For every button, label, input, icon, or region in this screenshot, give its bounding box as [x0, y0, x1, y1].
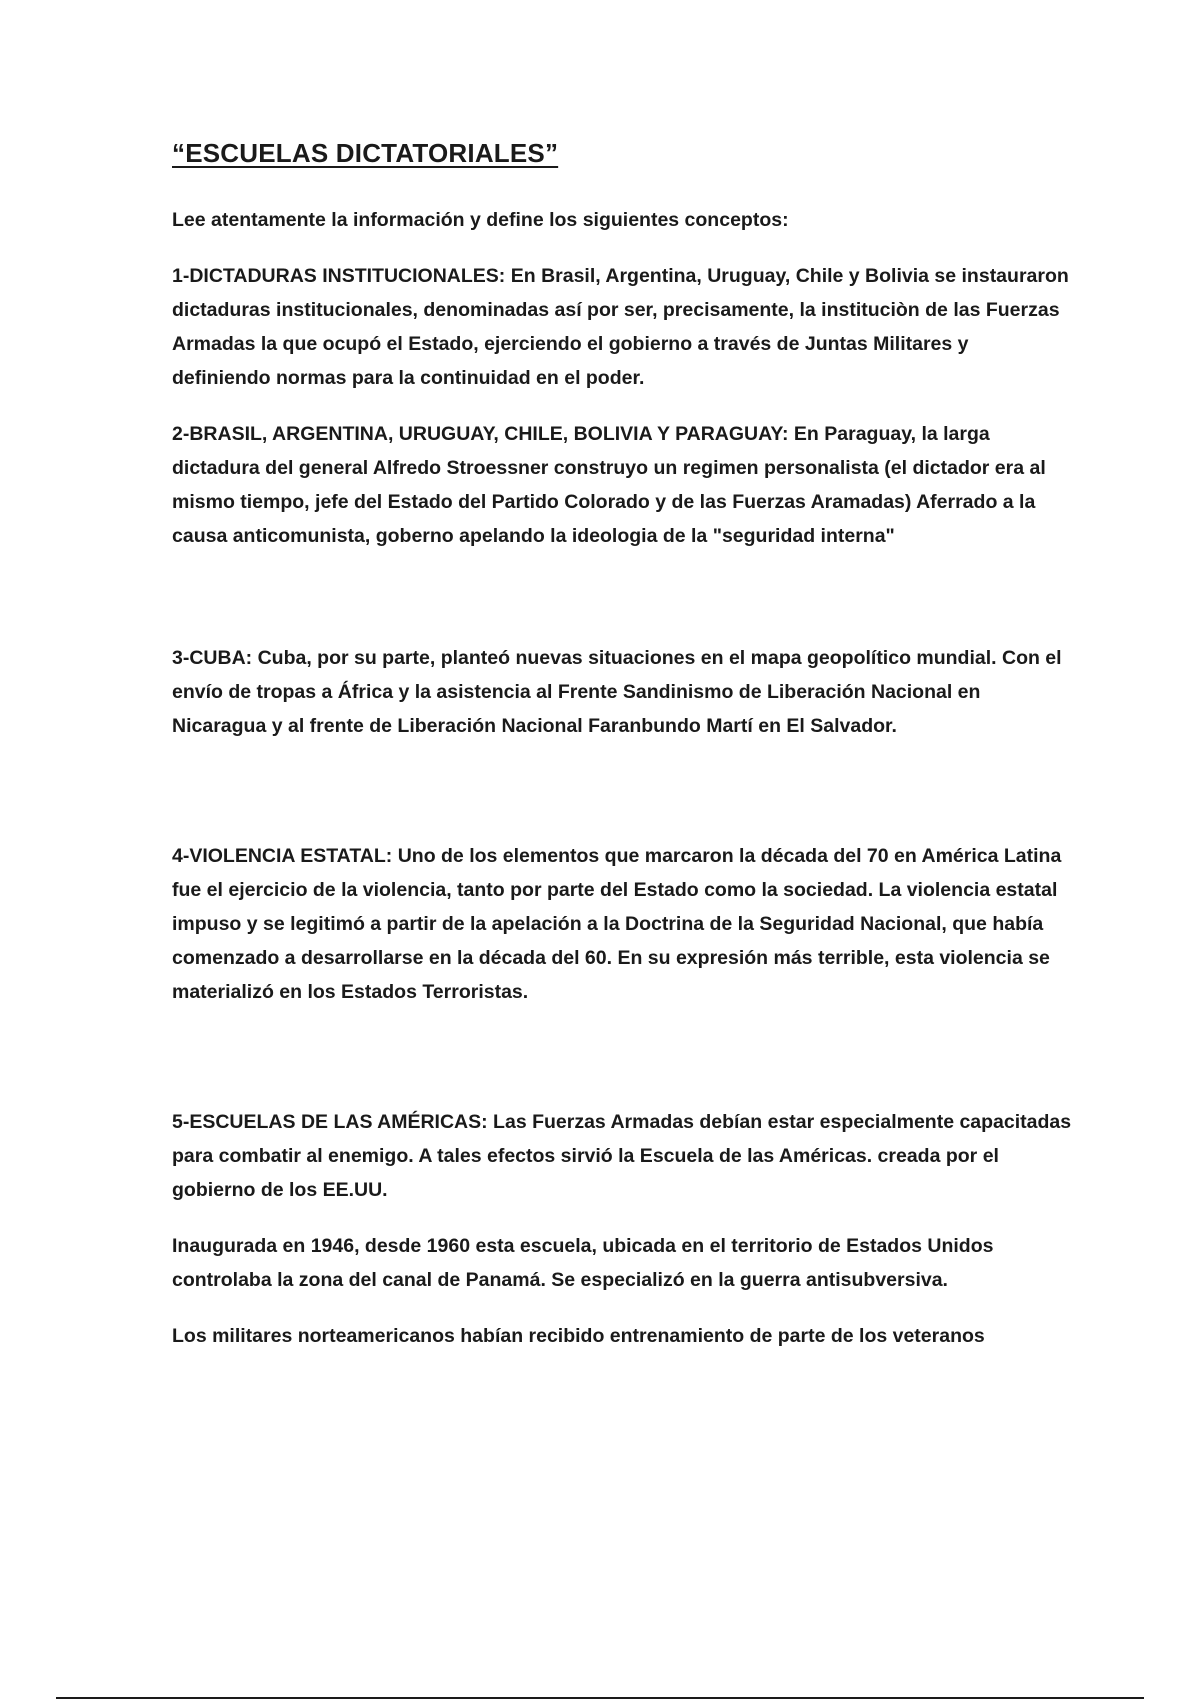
section-term: 1-DICTADURAS INSTITUCIONALES: [172, 265, 506, 287]
section-term: 3-CUBA: [172, 647, 253, 669]
paragraph-inaugurada: Inaugurada en 1946, desde 1960 esta escuela, ubicada en el territorio de Estados Unidos controlaba la zona del canal de Panamá. Se especializó en la guerra antisubversiva. [172, 1235, 994, 1291]
section-text: En Brasil, Argentina, Uruguay, Chile y Bolivia se instauraron dictaduras institucionales, denominadas así por ser, precisamente, la instituciòn de las Fuerzas Armadas la que ocupó el Estado, ejerciendo el gobierno a través de Juntas Militares y definiendo normas para la continuidad en el poder. [172, 265, 1069, 389]
section-text: Uno de los elementos que marcaron la década del 70 en América Latina fue el ejercicio de la violencia, tanto por parte del Estado como la sociedad. La violencia estatal impuso y se legitimó a partir de la apelación a la Doctrina de la Seguridad Nacional, que había comenzado a desarrollarse en la década del 60. En su expresión más terrible, esta violencia se materializó en los Estados Terroristas. [172, 845, 1062, 1003]
document-body [172, 138, 1072, 1375]
section-text: Cuba, por su parte, planteó nuevas situaciones en el mapa geopolítico mundial. Con el envío de tropas a África y la asistencia al Frente Sandinismo de Liberación Nacional en Nicaragua y al frente de Liberación Nacional Faranbundo Martí en El Salvador. [172, 647, 1062, 737]
section-term: 5-ESCUELAS DE LAS AMÉRICAS: [172, 1111, 488, 1133]
section-text: En Paraguay, la larga dictadura del general Alfredo Stroessner construyo un regimen personalista (el dictador era al mismo tiempo, jefe del Estado del Partido Colorado y de las Fuerzas Aramadas) Aferrado a la causa anticomunista, goberno apelando la ideologia de la "seguridad interna" [172, 423, 1046, 547]
page-title: “ESCUELAS DICTATORIALES” [172, 138, 559, 168]
page-bottom-rule [56, 1697, 1144, 1699]
section-paraguay [172, 417, 1072, 553]
paragraph-militares: Los militares norteamericanos habían recibido entrenamiento de parte de los veteranos [172, 1325, 985, 1347]
section-term: 4-VIOLENCIA ESTATAL: [172, 845, 393, 867]
section-dictaduras-institucionales [172, 259, 1072, 395]
section-escuelas-americas [172, 1105, 1072, 1207]
section-text: Las Fuerzas Armadas debían estar especialmente capacitadas para combatir al enemigo. A tales efectos sirvió la Escuela de las Américas. creada por el gobierno de los EE.UU. [172, 1111, 1072, 1201]
section-violencia-estatal [172, 839, 1072, 1009]
section-cuba [172, 641, 1072, 743]
section-term: 2-BRASIL, ARGENTINA, URUGUAY, CHILE, BOLIVIA Y PARAGUAY: [172, 423, 789, 445]
instructions: Lee atentamente la información y define los siguientes conceptos: [172, 209, 789, 231]
